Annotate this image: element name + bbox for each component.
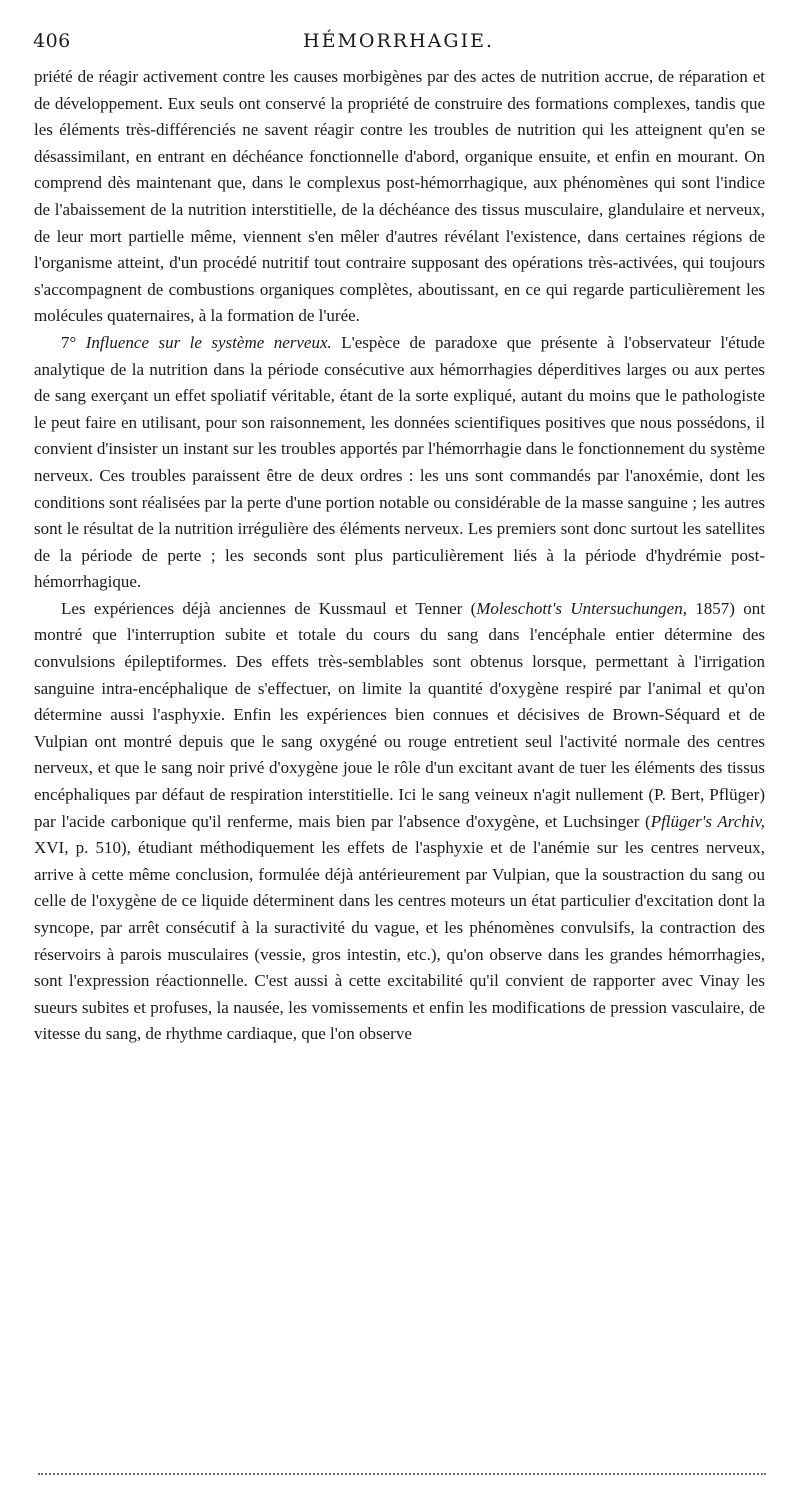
paragraph-3-text-c: XVI, p. 510), étudiant méthodiquement les effets de l'asphyxie et de l'anémie sur les centres nerveux, arrive à cette même conclusion, formulée déjà antérieurement par Vulpian, que la soustraction du sang ou celle de l'oxygène de ce liquide déterminent dans les centres moteurs un état particulier d'excitation dont la syncope, par arrêt consécutif à la suractivité du vague, et les phénomènes convulsifs, la contraction des réservoirs à parois musculaires (vessie, gros intestin, etc.), qu'on observe dans les grandes hémorrhagies, sont l'expression réactionnelle. C'est aussi à cette excitabilité qu'il convient de rapporter avec Vinay les sueurs subites et profuses, la nausée, les vomissements et enfin les modifications de pression vasculaire, de vitesse du sang, de rhythme cardiaque, que l'on observe — [34, 838, 765, 1044]
paragraph-2 — [34, 330, 765, 596]
citation-moleschott: Moleschott's Untersuchungen, — [476, 598, 687, 618]
paragraph-3-text-b: 1857) ont montré que l'interruption subite et totale du cours du sang dans l'encéphale entier détermine des convulsions épileptiformes. Des effets très-semblables sont obtenus lorsque, permettant à l'irrigation sanguine intra-encéphalique de s'effectuer, on limite la quantité d'oxygène respiré par l'animal et qu'on détermine aussi l'asphyxie. Enfin les expériences bien connues et décisives de Brown-Séquard et de Vulpian ont montré depuis que le sang oxygéné ou rouge entretient seul l'activité normale des centres nerveux, et que le sang noir privé d'oxygène joue le rôle d'un excitant avant de tuer les éléments des tissus encéphaliques par défaut de respiration interstitielle. Ici le sang veineux n'agit nullement (P. Bert, Pflüger) par l'acide carbonique qu'il renferme, mais bien par l'absence d'oxygène, et Luchsinger ( — [34, 598, 765, 831]
paragraph-3 — [34, 596, 765, 1048]
citation-pfluger-archiv: Pflüger's Archiv, — [650, 811, 765, 831]
section-heading: Influence sur le système nerveux. — [85, 332, 332, 352]
page-number: 406 — [33, 30, 71, 52]
section-number: 7° — [61, 332, 86, 352]
footer-dotted-rule — [38, 1473, 766, 1475]
body-text — [34, 64, 765, 1048]
running-title: HÉMORRHAGIE. — [303, 30, 494, 52]
paragraph-3-text-a: Les expériences déjà anciennes de Kussmaul et Tenner ( — [61, 598, 477, 618]
paragraph-2-text: L'espèce de paradoxe que présente à l'observateur l'étude analytique de la nutrition dans la période consécutive aux hémorrhagies déperditives larges ou aux pertes de sang exerçant un effet spoliatif véritable, étant de la sorte expliqué, autant du moins que le pathologiste le peut faire en utilisant, pour son raisonnement, les données scientifiques positives que nous possédons, il convient d'insister un instant sur les troubles apportés par l'hémorrhagie dans le fonctionnement du système nerveux. Ces troubles paraissent être de deux ordres : les uns sont commandés par l'anoxémie, dont les conditions sont réalisées par la perte d'une portion notable ou considérable de la masse sanguine ; les autres sont le résultat de la nutrition irrégulière des éléments nerveux. Les premiers sont donc surtout les satellites de la période de perte ; les seconds sont plus particulièrement liés à la période d'hydrémie post-hémorrhagique. — [34, 332, 765, 592]
page-header — [33, 30, 764, 56]
paragraph-1 — [34, 64, 765, 330]
paragraph-1-text: priété de réagir activement contre les causes morbigènes par des actes de nutrition accrue, de réparation et de développement. Eux seuls ont conservé la propriété de construire des formations complexes, tandis que les éléments très-différenciés ne savent réagir contre les troubles de nutrition qui les atteignent qu'en se désassimilant, en entrant en déchéance fonctionnelle d'abord, organique ensuite, et enfin en mourant. On comprend dès maintenant que, dans le complexus post-hémorrhagique, aux phénomènes qui sont l'indice de l'abaissement de la nutrition interstitielle, de la déchéance des tissus musculaire, glandulaire et nerveux, de leur mort partielle même, viennent s'en mêler d'autres révélant l'existence, dans certaines régions de l'organisme atteint, d'un procédé nutritif tout contraire supposant des opérations très-activées, qui toujours s'accompagnent de combustions organiques complètes, aboutissant, en ce qui regarde particulièrement les molécules quaternaires, à la formation de l'urée. — [34, 67, 765, 326]
